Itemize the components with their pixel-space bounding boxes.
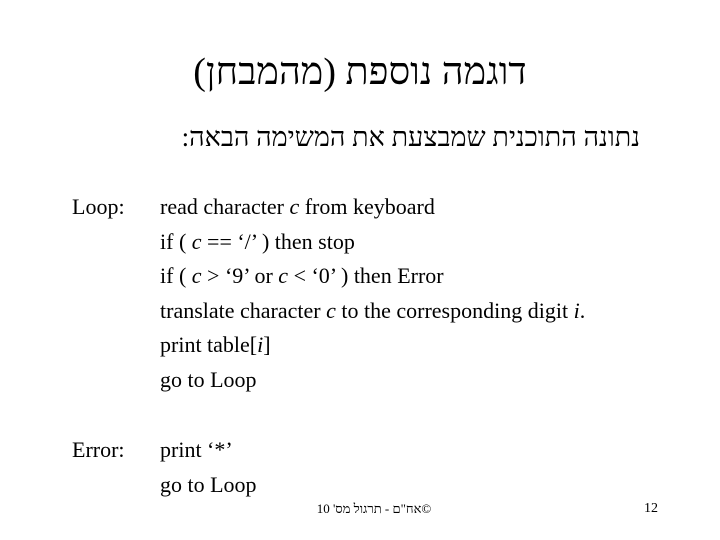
code-text: translate character xyxy=(160,297,327,323)
code-text: print ‘*’ xyxy=(160,437,233,462)
page-number: 12 xyxy=(644,501,658,516)
loop-label: Loop: xyxy=(72,194,125,219)
code-text: from keyboard xyxy=(299,194,435,219)
footer-course: ©אח"ם - תרגול מס' 10 xyxy=(316,501,432,516)
code-line xyxy=(160,328,585,363)
code-variable: c xyxy=(289,194,300,219)
code-line xyxy=(160,225,585,260)
code-line xyxy=(160,433,257,468)
code-text: to the corresponding digit xyxy=(335,297,574,323)
code-variable: i xyxy=(573,297,580,323)
code-variable: c xyxy=(191,263,202,289)
intro-text: נתונה התוכנית שמבצעת את המשימה הבאה: xyxy=(181,122,640,152)
loop-code-block xyxy=(160,190,585,398)
code-line xyxy=(160,363,585,398)
code-variable: c xyxy=(278,263,289,289)
code-text: > ‘9’ or xyxy=(201,263,279,289)
code-line xyxy=(160,294,585,329)
code-text: go to Loop xyxy=(160,471,257,497)
code-variable: c xyxy=(191,228,202,254)
code-text: ] xyxy=(263,332,271,358)
code-text: go to Loop xyxy=(160,366,257,392)
code-text: read character xyxy=(160,194,290,219)
code-line xyxy=(160,259,585,294)
code-text: print table[ xyxy=(160,332,258,358)
code-text: < ‘0’ ) then Error xyxy=(288,263,444,289)
error-label: Error: xyxy=(72,437,125,462)
slide-title: דוגמה נוספת (מהמבחן) xyxy=(193,51,527,93)
code-text: . xyxy=(579,297,586,323)
code-text: if ( xyxy=(160,228,192,254)
code-line xyxy=(160,190,585,225)
error-code-block xyxy=(160,433,257,502)
code-variable: i xyxy=(257,332,264,358)
code-line xyxy=(160,468,257,503)
code-text: == ‘/’ ) then stop xyxy=(201,228,355,254)
code-text: if ( xyxy=(160,263,192,289)
code-variable: c xyxy=(326,297,336,323)
